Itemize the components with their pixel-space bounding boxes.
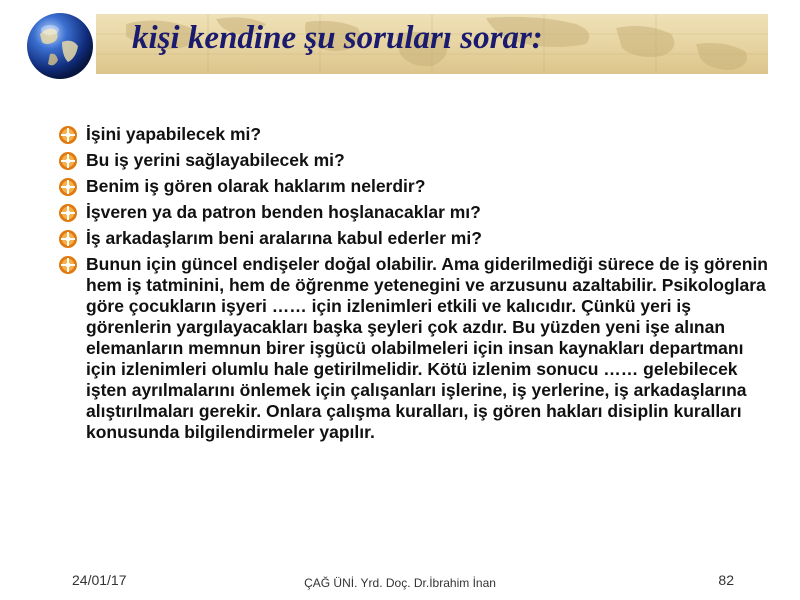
bullet-text: İş arkadaşlarım beni aralarına kabul ederler mi? bbox=[86, 228, 482, 248]
bullet-text: Benim iş gören olarak haklarım nelerdir? bbox=[86, 176, 426, 196]
sun-bullet-icon bbox=[58, 255, 78, 275]
footer-date: 24/01/17 bbox=[72, 572, 127, 588]
bullet-text: Bu iş yerini sağlayabilecek mi? bbox=[86, 150, 345, 170]
bullet-text: Bunun için güncel endişeler doğal olabilir. Ama giderilmediği sürece de iş görenin hem iş tatminini, hem de öğrenme yetenegini ve arzusunu azaltabilir. Psikologlara göre çocukların işyeri …… için izlenimleri etkili ve kalıcıdır. Çünkü yeri iş görenlerin yargılayacakları başka şeyleri çok azdır. Bu yüzden yeni işe alınan elemanların memnun birer işgücü olabilmeleri için insan kaynakları departmanı için izlenimleri olumlu hale getirilmelidir. Kötü izlenim sonucu …… gelebilecek işten ayrılmalarını önlemek için çalışanları işlerine, iş yerlerine, iş arkadaşlarına alıştırılmaları gerekir. Onlara çalışma kuralları, iş gören hakları disiplin kuralları konusunda bilgilendirmeler yapılır. bbox=[86, 254, 768, 442]
bullet-item bbox=[58, 150, 768, 171]
sun-bullet-icon bbox=[58, 229, 78, 249]
bullet-list bbox=[58, 124, 768, 448]
sun-bullet-icon bbox=[58, 151, 78, 171]
sun-bullet-icon bbox=[58, 203, 78, 223]
bullet-item bbox=[58, 124, 768, 145]
bullet-item bbox=[58, 254, 768, 443]
footer-author: ÇAĞ ÜNİ. Yrd. Doç. Dr.İbrahim İnan bbox=[304, 576, 496, 590]
bullet-item bbox=[58, 202, 768, 223]
bullet-text: İşini yapabilecek mi? bbox=[86, 124, 262, 144]
bullet-text: İşveren ya da patron benden hoşlanacaklar mı? bbox=[86, 202, 481, 222]
bullet-item bbox=[58, 176, 768, 197]
page-number: 82 bbox=[718, 572, 734, 588]
globe-icon bbox=[26, 12, 94, 80]
sun-bullet-icon bbox=[58, 177, 78, 197]
slide-title: kişi kendine şu soruları sorar: bbox=[132, 20, 543, 56]
bullet-item bbox=[58, 228, 768, 249]
sun-bullet-icon bbox=[58, 125, 78, 145]
